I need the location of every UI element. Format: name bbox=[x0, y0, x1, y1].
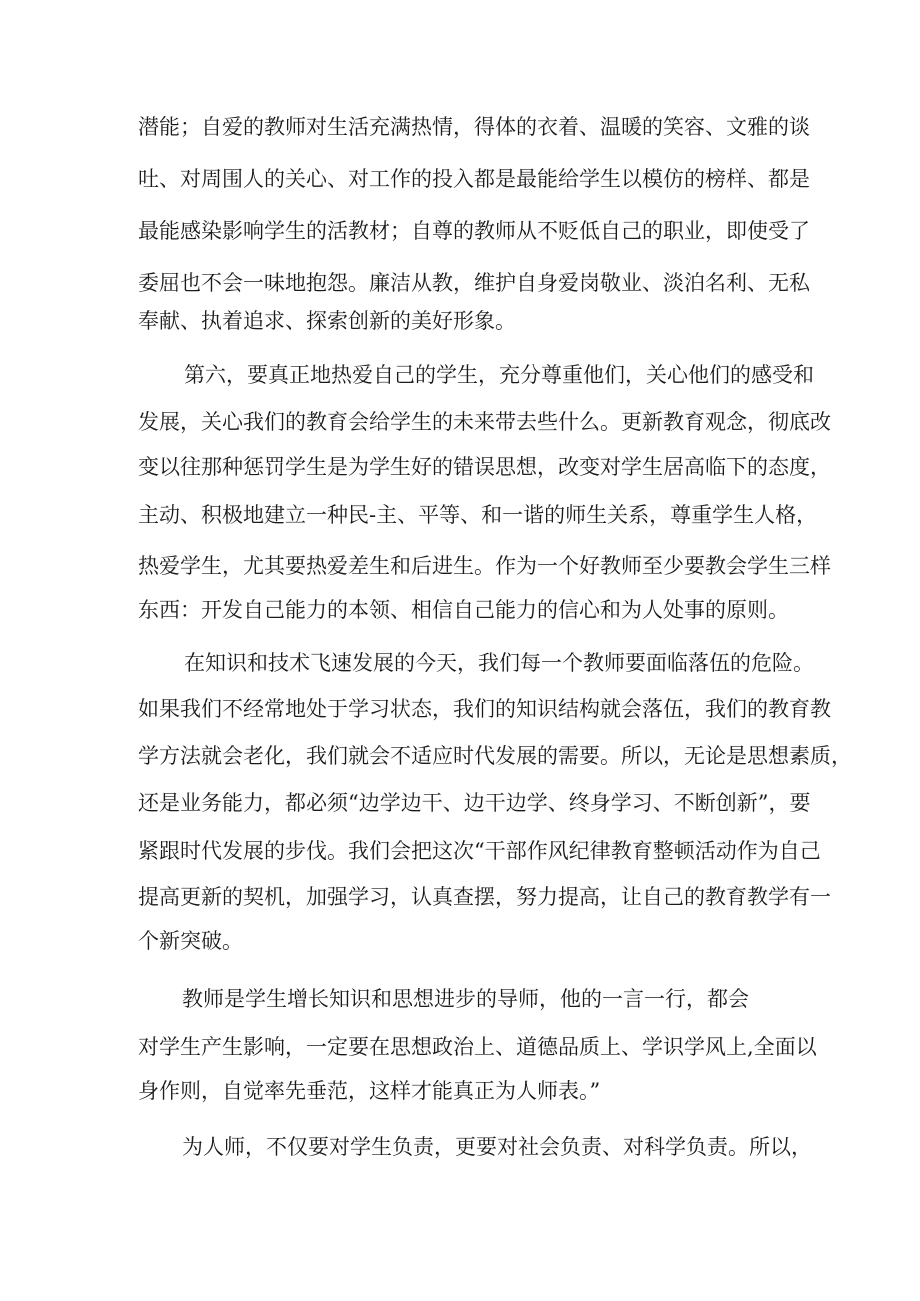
text-line: 身作则，自觉率先垂范，这样才能真正为人师表。” bbox=[138, 1079, 601, 1103]
text-line: 发 展 ， 关 心 我 们 的 教 育 会 给 学 生 的 未 来 带 去 些 什 么 。 更 新 教 育 观 念 ， 彻 底 改 bbox=[138, 410, 831, 434]
text-line: 委 屈 也 不 会 一 味 地 抱 怨 。 廉 洁 从 教 ， 维 护 自 身 爱 岗 敬 业 、 淡 泊 名 利 、 无 私 bbox=[138, 271, 810, 295]
text-line: 个新突破。 bbox=[138, 929, 243, 953]
text-line: 为 人 师 ， 不 仅 要 对 学 生 负 责 ， 更 要 对 社 会 负 责 、 对 科 学 负 责 。 所 以 ， bbox=[182, 1135, 812, 1159]
text-line: 对 学 生 产 生 影 响 ， 一 定 要 在 思 想 政 治 上 、 道 德 品 质 上 、 学 识 学 风 上 , 全 面 以 bbox=[138, 1035, 817, 1059]
text-line: 热 爱 学 生 ， 尤 其 要 热 爱 差 生 和 后 进 生 。 作 为 一 个 好 教 师 至 少 要 教 会 学 生 三 样 bbox=[138, 554, 831, 578]
text-line: 吐 、 对 周 围 人 的 关 心 、 对 工 作 的 投 入 都 是 最 能 给 学 生 以 模 仿 的 榜 样 、 都 是 bbox=[138, 167, 810, 191]
text-line: 紧 跟 时 代 发 展 的 步 伐 。 我 们 会 把 这 次 “ 干 部 作 风 纪 律 教 育 整 顿 活 动 作 为 自 己 bbox=[138, 839, 821, 863]
text-line: 第 六 ， 要 真 正 地 热 爱 自 己 的 学 生 ， 充 分 尊 重 他 们 ， 关 心 他 们 的 感 受 和 bbox=[184, 363, 814, 387]
text-line: 最 能 感 染 影 响 学 生 的 活 教 材 ； 自 尊 的 教 师 从 不 贬 低 自 己 的 职 业 ， 即 使 受 了 bbox=[138, 219, 810, 243]
text-line: 学 方 法 就 会 老 化 ， 我 们 就 会 不 适 应 时 代 发 展 的 需 要 。 所 以 ， 无 论 是 思 想 素 质 ， bbox=[138, 744, 852, 768]
text-line: 东西：开发自己能力的本领、相信自己能力的信心和为人处事的原则。 bbox=[138, 598, 789, 622]
text-line: 还 是 业 务 能 力 ， 都 必 须 “ 边 学 边 干 、 边 干 边 学 、 终 身 学 习 、 不 断 创 新 ” ， 要 bbox=[138, 791, 811, 815]
text-line: 潜 能 ； 自 爱 的 教 师 对 生 活 充 满 热 情 ， 得 体 的 衣 着 、 温 暖 的 笑 容 、 文 雅 的 谈 bbox=[138, 115, 810, 139]
text-line: 奉献、执着追求、探索创新的美好形象。 bbox=[138, 309, 516, 333]
text-line: 在 知 识 和 技 术 飞 速 发 展 的 今 天 ， 我 们 每 一 个 教 师 要 面 临 落 伍 的 危 险 。 bbox=[184, 651, 814, 675]
text-line: 提 高 更 新 的 契 机 ， 加 强 学 习 ， 认 真 查 摆 ， 努 力 提 高 ， 让 自 己 的 教 育 教 学 有 一 bbox=[138, 885, 831, 909]
text-line: 如 果 我 们 不 经 常 地 处 于 学 习 状 态 ， 我 们 的 知 识 结 构 就 会 落 伍 ， 我 们 的 教 育 教 bbox=[138, 697, 831, 721]
text-line: 变 以 往 那 种 惩 罚 学 生 是 为 学 生 好 的 错 误 思 想 ， 改 变 对 学 生 居 高 临 下 的 态 度 ， bbox=[138, 455, 831, 479]
text-line: 主 动 、 积 极 地 建 立 一 种 民 - 主 、 平 等 、 和 一 谐 的 师 生 关 系 ， 尊 重 学 生 人 格 ， bbox=[138, 503, 818, 527]
text-line: 教师是学生增长知识和思想进步的导师，他的一言一行，都会 bbox=[182, 987, 749, 1011]
